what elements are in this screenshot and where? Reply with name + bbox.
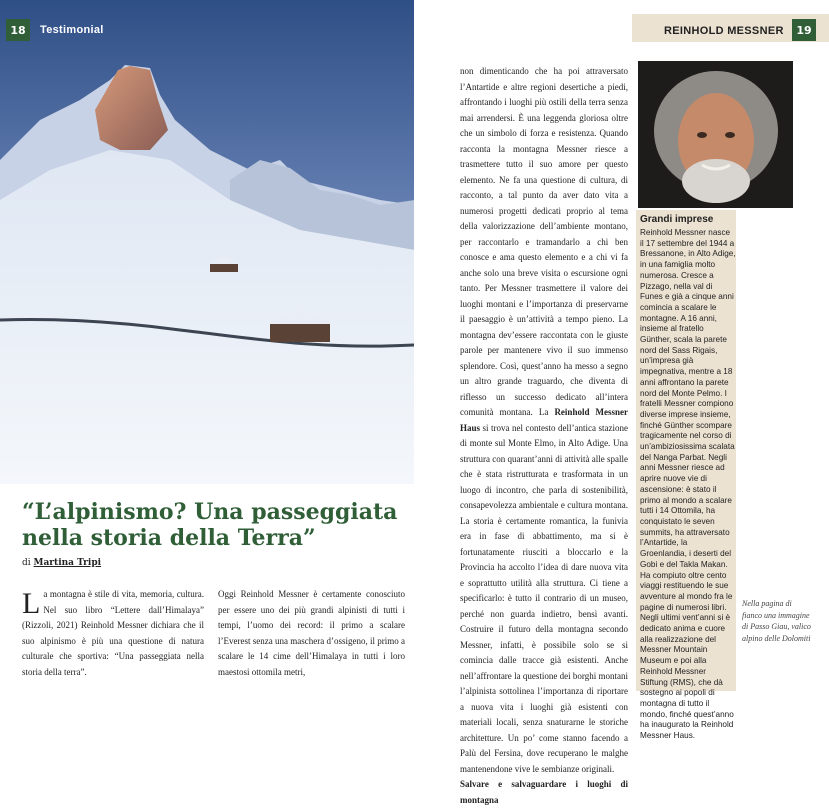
dolomites-photo <box>0 0 414 484</box>
column-1-text: a montagna è stile di vita, memoria, cultura. Nel suo libro “Lettere dall’Himalaya” (Rizzoli, 2021) Reinhold Messner dichiara che il suo alpinismo è più una questione di natura culturale che sportiva: “Una passeggiata nella storia della terra”. <box>22 589 204 677</box>
article-headline: “L’alpinismo? Una passeggiata nella storia della Terra” <box>22 499 398 551</box>
left-page <box>0 0 414 691</box>
sidebar-text: Reinhold Messner nasce il 17 settembre del 1944 a Bressanone, in Alto Adige, in una famiglia molto numerosa. Cresce a Pizzago, nella val di Funes e già a cinque anni comincia a scalare le montagne. A 16 anni, insieme al fratello Günther, scala la parete nord del Sass Rigais, un’impresa già impegnativa, mentre a 18 anni affrontano la parete nord del Monte Pelmo. I fratelli Messner compiono diverse imprese insieme, finché Günther scompare tragicamente nel corso di un’ambiziosissima scalata del Nanga Parbat. Negli anni Messner riesce ad aprire nuove vie di ascensione: è stato il primo al mondo a scalare tutti i 14 Ottomila, ha conquistato le seven summits, ha attraversato l’Antartide, la Groenlandia, i deserti del Gobi e del Takla Makan. Ha compiuto oltre cento viaggi restituendo le sue avventure al mondo fra le pagine di numerosi libri. Negli ultimi vent’anni si è dedicato anima e cuore alla realizzazione del Messner Mountain Museum e poi alla Reinhold Messner Stiftung (RMS), che dà sostegno ai popoli di montagna di tutto il mondo, finché quest’anno ha inaugurato la Reinhold Messner Haus. <box>640 228 736 741</box>
author-name: Martina Tripi <box>33 558 102 568</box>
page-number-left: 18 <box>6 19 30 41</box>
right-section-label: REINHOLD MESSNER <box>664 25 784 37</box>
column-3-subhead: Salvare e salvaguardare i luoghi di montagna <box>460 779 628 805</box>
column-3-text-a: non dimenticando che ha poi attraversato l’Antartide e altre regioni desertiche a piedi, affrontando i luoghi più ostili della terra senza mai arrendersi. È una leggenda gloriosa oltre che un simbolo di forza e resistenza. Quando racconta la montagna Messner riesce a trasmettere tutto il suo amore per questo elemento. Ne fa una questione di cultura, di racconto, a tal punto da aver dato vita a numerosi progetti dedicati proprio al tema della valorizzazione dell’ambiente montano, per raccontarlo e tramandarlo a chi ben conosce e ama questo elemento e a chi vi fa anche solo una breve visita o escursione ogni tanto. Per Messner trasmettere il valore dei luoghi montani e l’importanza di preservarne il paesaggio è un’attività a tempo pieno. La montagna dev’essere raccontata con le giuste parole per mantenere vivo il suo immenso splendore. Così, quest’anno ha messo a segno un altro grande traguardo, che diventa di riflesso un successo dedicato all’intera comunità montana. La <box>460 66 628 417</box>
sidebar-title: Grandi imprese <box>640 214 714 225</box>
mountain-landscape-image <box>0 0 414 484</box>
column-3-text-b: si trova nel contesto dell’antica stazione di monte sul Monte Elmo, in Alto Adige. Una struttura con quarant’anni di attività alle spalle che è stata ristrutturata e trasformata in un luogo di incontro, che parla di sostenibilità, consapevolezza ambientale e cultura montana. La storia è certamente romantica, la funivia era in fase di abbattimento, ma si è fortunatamente riusciti a bloccarlo e la Provincia ha accolto l’idea di dare nuova vita e soprattutto utilità alla struttura. Ci tiene a specificarlo: è tutto il contrario di un museo, perché non guarda indietro, bensì avanti. Costruire il futuro della montagna secondo Messner, infatti, è possibile solo se si comincia dalle tracce già esistenti. Anche nell’affrontare la questione dei borghi montani l’alpinista sottolinea l’importanza di riportare a nuova vita i luoghi già esistenti con materiali locali, senza snaturarne le storiche architetture. Un po’ come stanno facendo a Palù del Fersina, dove recuperano le malghe mantenendone vive le sembianze originali. <box>460 422 628 774</box>
drop-cap: L <box>22 587 41 620</box>
byline <box>22 558 101 568</box>
portrait-image <box>638 61 793 208</box>
byline-prefix: di <box>22 558 31 568</box>
article-column-2 <box>218 587 405 680</box>
article-column-3 <box>460 64 628 808</box>
column-3-bold: Reinhold Messner Haus <box>460 407 629 433</box>
article-column-1 <box>22 587 204 680</box>
photo-caption: Nella pagina di fianco una immagine di Passo Giau, valico alpino delle Dolomiti <box>742 599 811 643</box>
page-number-right: 19 <box>792 19 816 41</box>
column-2-text: Oggi Reinhold Messner è certamente conosciuto per essere uno dei più grandi alpinisti di tutti i tempi, l’uomo dei record: il primo a scalare l’Everest senza una maschera d’ossigeno, il primo a scalare le 14 cime dell’Himalaya in tutti i loro maestosi ottomila metri, <box>218 589 405 677</box>
section-label: Testimonial <box>40 24 104 36</box>
messner-portrait <box>638 61 793 208</box>
